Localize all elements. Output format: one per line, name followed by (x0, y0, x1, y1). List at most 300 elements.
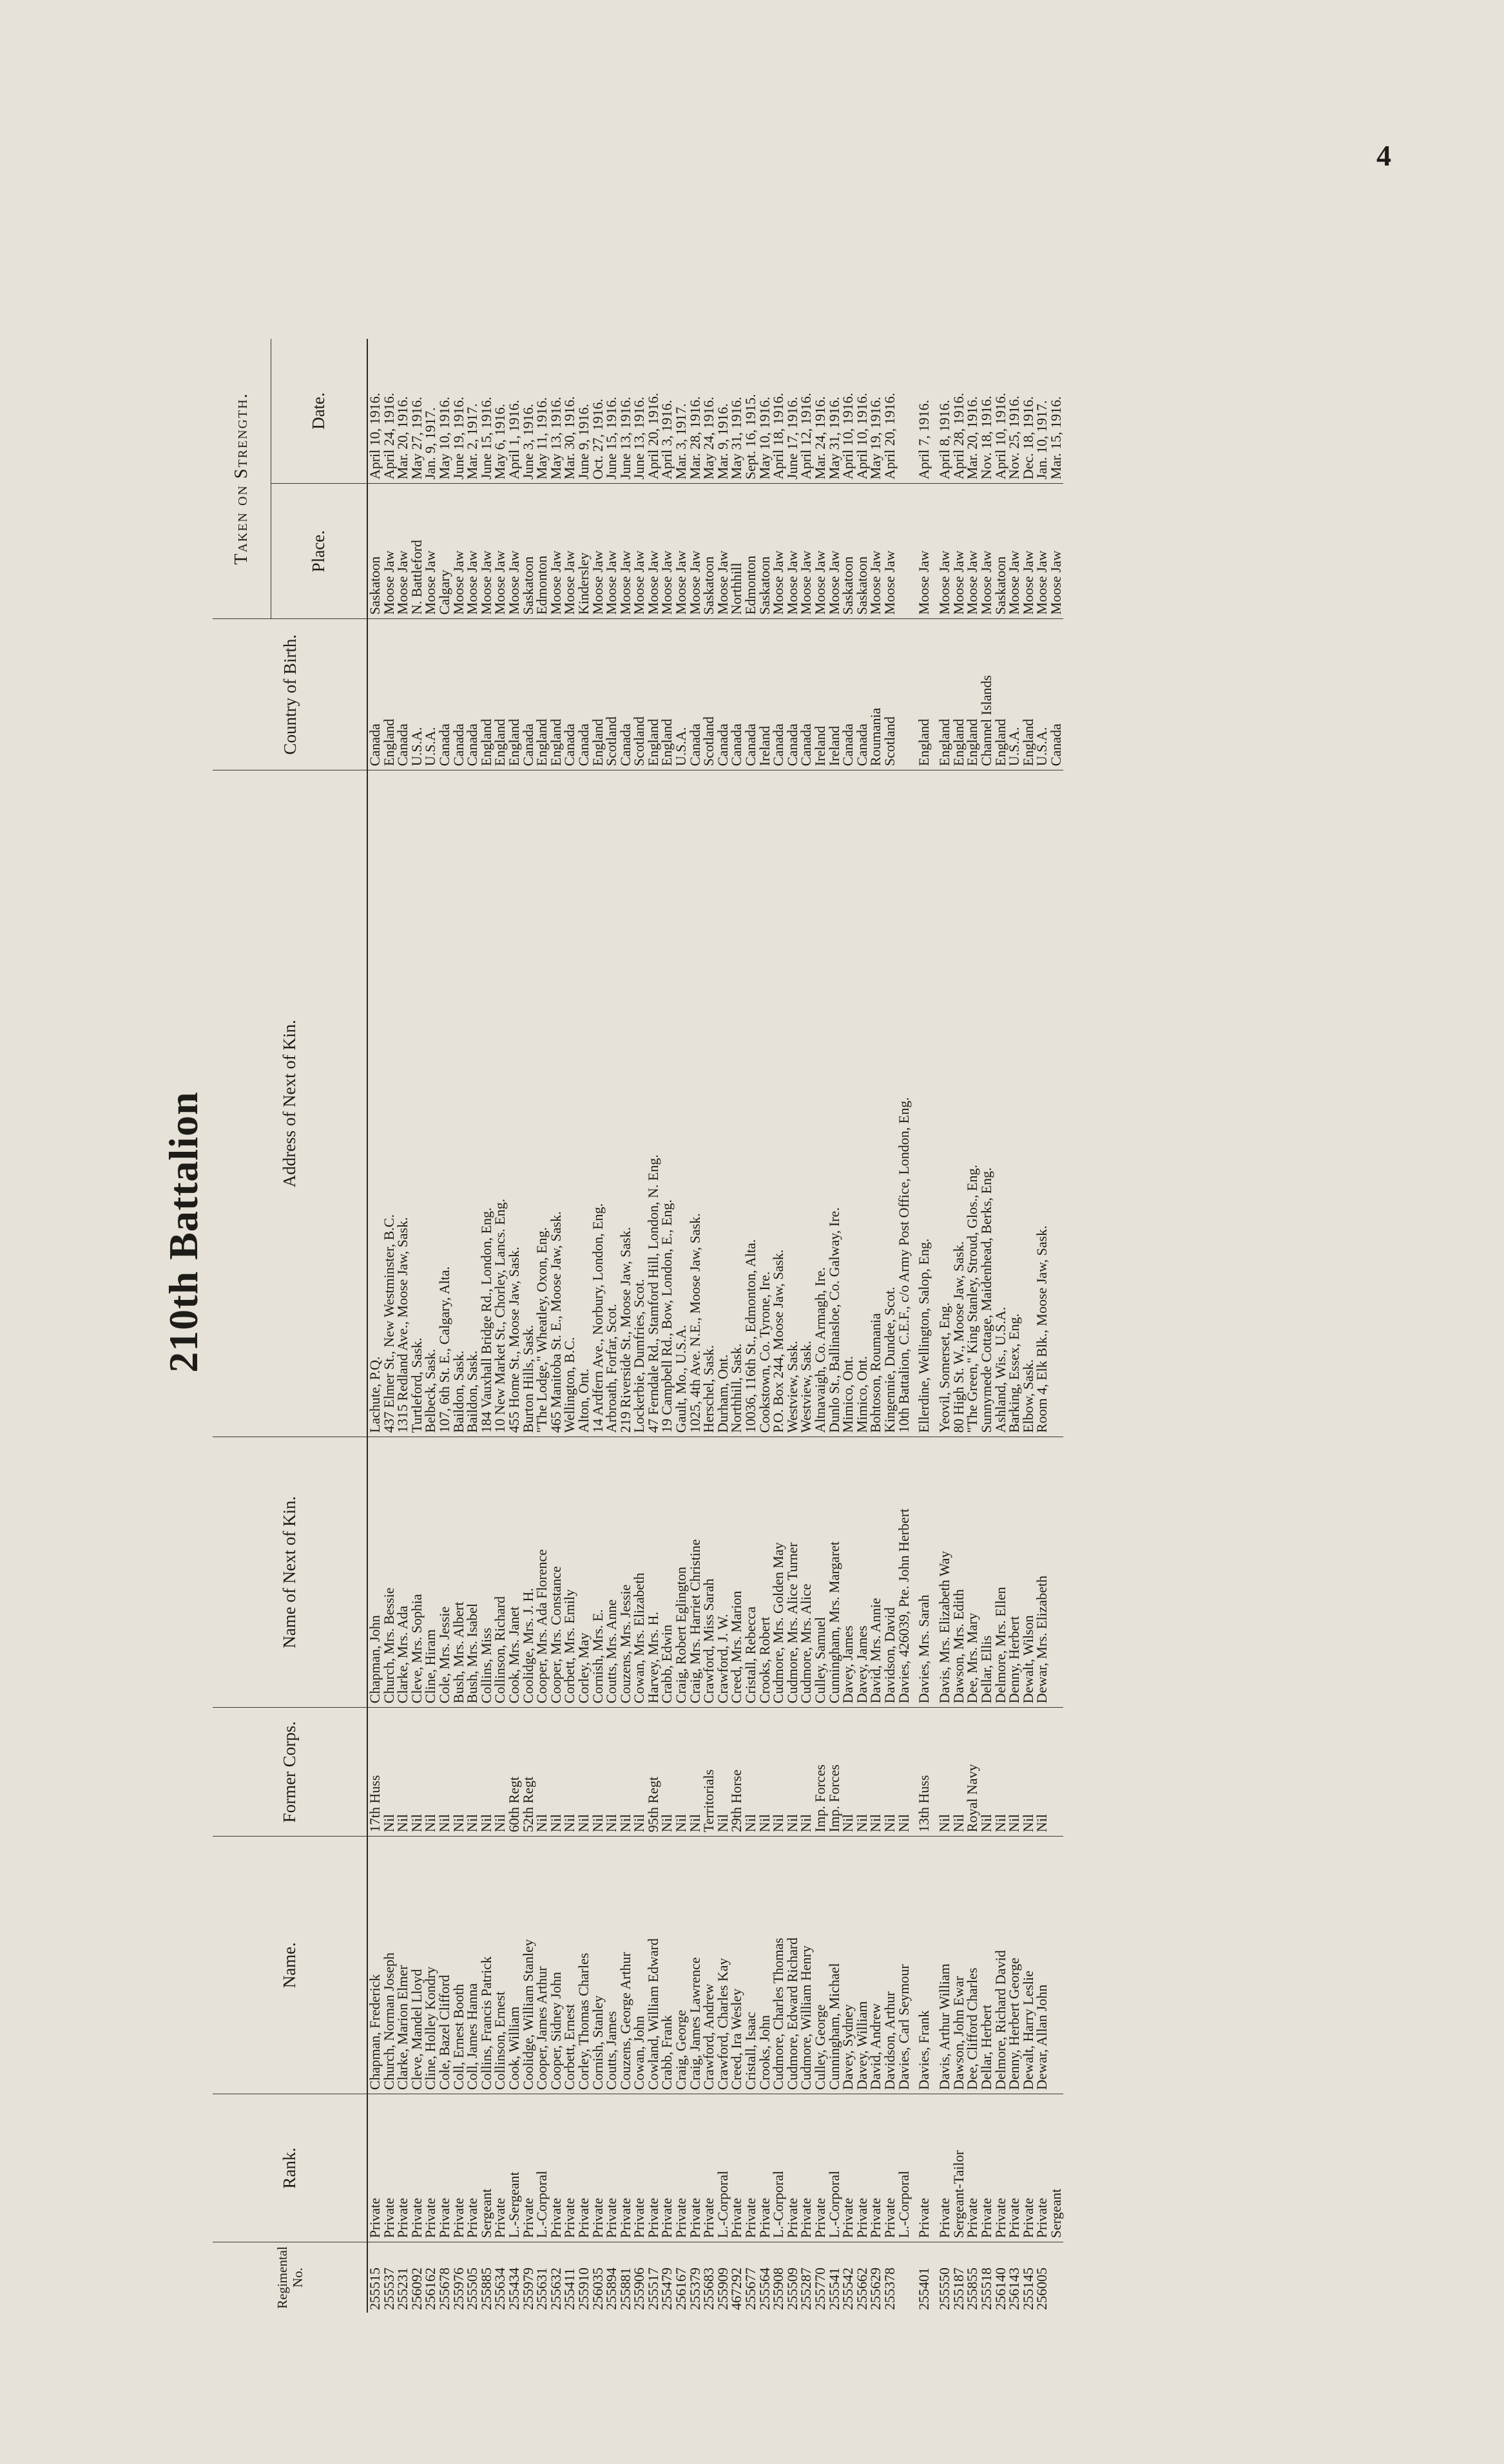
soldier-name-cell: Cudmore, Edward Richard (786, 1837, 800, 2094)
regimental-no-cell: 255906 (632, 2242, 646, 2313)
regimental-no-cell: 255976 (452, 2242, 466, 2313)
soldier-name-cell: Cline, Holley Kondry (423, 1837, 438, 2094)
country-of-birth-cell: Canada (855, 619, 869, 770)
rank-cell: Private (396, 2094, 410, 2242)
address-cell: Durham, Ont. (716, 770, 730, 1437)
rank-cell: L.-Corporal (535, 2094, 549, 2242)
date-taken-cell: May 10, 1916. (756, 396, 773, 480)
soldier-name-cell: Cudmore, William Henry (799, 1837, 813, 2094)
place-taken-cell: Edmonton (744, 484, 758, 619)
rank-cell: Private (1021, 2094, 1036, 2242)
rank-cell: Private (382, 2094, 396, 2242)
regimental-no-cell: 255908 (771, 2242, 786, 2313)
soldier-name-cell: Cooper, James Arthur (535, 1837, 549, 2094)
country-of-birth-cell: U.S.A. (410, 619, 424, 770)
date-taken-cell: Mar. 2, 1917. (464, 403, 481, 480)
next-of-kin-cell: Corbett, Mrs. Emily (563, 1437, 577, 1708)
table-row (688, 339, 702, 2313)
country-of-birth-cell: U.S.A. (423, 619, 438, 770)
address-cell: 14 Ardfern Ave., Norbury, London, Eng. (591, 770, 605, 1437)
former-corps-cell: Nil (577, 1708, 591, 1837)
table-row (619, 339, 633, 2313)
address-cell: "The Green," King Stanley, Stroud, Glos., Eng. (965, 770, 979, 1437)
date-taken-cell: April 20, 1916. (644, 392, 661, 480)
former-corps-cell: Nil (771, 1708, 786, 1837)
regimental-no-cell: 255910 (577, 2242, 591, 2313)
place-taken-cell: Moose Jaw (1035, 484, 1049, 619)
regimental-no-cell: 255634 (493, 2242, 507, 2313)
address-cell: Barking, Essex, Eng. (1007, 770, 1021, 1437)
table-row (952, 339, 966, 2313)
place-taken-cell: Moose Jaw (604, 484, 619, 619)
date-taken-cell: June 13, 1916. (631, 396, 648, 480)
place-taken-cell: Moose Jaw (979, 484, 994, 619)
soldier-name-cell: Crooks, John (758, 1837, 772, 2094)
country-of-birth-cell: Canada (452, 619, 466, 770)
address-cell: 10036, 116th St., Edmonton, Alta. (744, 770, 758, 1437)
country-of-birth-cell: England (479, 619, 494, 770)
rank-cell: Private (979, 2094, 994, 2242)
regimental-no-cell: 255632 (549, 2242, 563, 2313)
country-of-birth-cell: England (1021, 619, 1036, 770)
place-taken-cell: Moose Jaw (423, 484, 438, 619)
country-of-birth-cell: England (965, 619, 979, 770)
rank-cell: Private (438, 2094, 452, 2242)
date-taken-cell: May 10, 1916. (436, 396, 452, 480)
regimental-no-cell: 255518 (979, 2242, 994, 2313)
table-row (813, 339, 827, 2313)
next-of-kin-cell: David, Mrs. Annie (869, 1437, 883, 1708)
rank-cell: Private (465, 2094, 479, 2242)
regimental-no-cell: 255187 (952, 2242, 966, 2313)
page-title: 210th Battalion (160, 1091, 206, 1373)
soldier-name-cell: Corley, Thomas Charles (577, 1837, 591, 2094)
regimental-no-cell: 255537 (382, 2242, 396, 2313)
country-of-birth-cell: Canada (367, 619, 382, 770)
date-taken-cell: May 24, 1916. (700, 396, 717, 480)
former-corps-cell: Nil (493, 1708, 507, 1837)
country-of-birth-cell: England (938, 619, 952, 770)
next-of-kin-cell: Davey, James (841, 1437, 855, 1708)
date-taken-cell: April 20, 1916. (881, 392, 898, 480)
table-row (744, 339, 758, 2313)
next-of-kin-cell: Davidson, David (883, 1437, 897, 1708)
rank-cell: Private (423, 2094, 438, 2242)
address-cell: Northhill, Sask. (729, 770, 744, 1437)
rank-cell: Private (729, 2094, 744, 2242)
soldier-name-cell: David, Andrew (869, 1837, 883, 2094)
address-cell: Dunlo St., Ballinasloe, Co. Galway, Ire. (827, 770, 842, 1437)
soldier-name-cell: Delmore, Richard David (994, 1837, 1008, 2094)
soldier-name-cell: Crawford, Charles Kay (716, 1837, 730, 2094)
soldier-name-cell: Craig, George (674, 1837, 688, 2094)
place-taken-cell: Moose Jaw (660, 484, 674, 619)
place-taken-cell: Moose Jaw (632, 484, 646, 619)
former-corps-cell: Nil (938, 1708, 952, 1837)
regimental-no-cell: 256092 (410, 2242, 424, 2313)
regimental-no-cell: 255629 (869, 2242, 883, 2313)
regimental-no-cell: 255517 (646, 2242, 660, 2313)
former-corps-cell: Nil (674, 1708, 688, 1837)
date-taken-cell: Oct. 27, 1916. (589, 398, 606, 480)
table-row (549, 339, 563, 2313)
place-taken-cell: Moose Jaw (479, 484, 494, 619)
former-corps-cell: Royal Navy (965, 1708, 979, 1837)
country-of-birth-cell: Canada (396, 619, 410, 770)
place-taken-cell: Saskatoon (758, 484, 772, 619)
next-of-kin-cell: Cook, Mrs. Janet (507, 1437, 521, 1708)
table-row (855, 339, 869, 2313)
next-of-kin-cell: Chapman, John (367, 1437, 382, 1708)
regimental-no-cell: 255662 (855, 2242, 869, 2313)
soldier-name-cell: Crawford, Andrew (702, 1837, 716, 2094)
rank-cell: Private (813, 2094, 827, 2242)
regimental-no-cell: 255231 (396, 2242, 410, 2313)
soldier-name-cell: Cleve, Mandel Lloyd (410, 1837, 424, 2094)
rank-cell: Private (367, 2094, 382, 2242)
country-of-birth-cell: Scotland (632, 619, 646, 770)
place-taken-cell: Moose Jaw (813, 484, 827, 619)
former-corps-cell: 52th Regt (521, 1708, 535, 1837)
former-corps-cell: Nil (535, 1708, 549, 1837)
address-cell: Altnavaigh, Co. Armagh, Ire. (813, 770, 827, 1437)
address-cell: Alton, Ont. (577, 770, 591, 1437)
rank-cell: Private (591, 2094, 605, 2242)
address-cell: 47 Ferndale Rd., Stamford Hill, London, N. Eng. (646, 770, 660, 1437)
table-row (965, 339, 979, 2313)
table-row (869, 339, 883, 2313)
table-row (382, 339, 396, 2313)
place-taken-cell: Moose Jaw (674, 484, 688, 619)
soldier-name-cell: Davidson, Arthur (883, 1837, 897, 2094)
place-taken-cell: Moose Jaw (911, 484, 938, 619)
next-of-kin-cell: Dee, Mrs. Mary (965, 1437, 979, 1708)
next-of-kin-cell: Bush, Mrs. Isabel (465, 1437, 479, 1708)
next-of-kin-cell: Cornish, Mrs. E. (591, 1437, 605, 1708)
place-taken-cell: Saskatoon (994, 484, 1008, 619)
country-of-birth-cell: Ireland (827, 619, 842, 770)
soldier-name-cell: Dewalt, Harry Leslie (1021, 1837, 1036, 2094)
country-of-birth-cell: England (952, 619, 966, 770)
regimental-no-cell: 255411 (563, 2242, 577, 2313)
table-row (841, 339, 855, 2313)
rank-cell: Sergeant (479, 2094, 494, 2242)
former-corps-cell: Nil (382, 1708, 396, 1837)
place-taken-cell: N. Battleford (410, 484, 424, 619)
header-date: Date. (271, 339, 367, 484)
rank-cell: Private (619, 2094, 633, 2242)
place-taken-cell: Moose Jaw (591, 484, 605, 619)
date-taken-cell: April 10, 1916. (367, 392, 383, 480)
regimental-no-cell: 255550 (938, 2242, 952, 2313)
next-of-kin-cell: Culley, Samuel (813, 1437, 827, 1708)
header-country: Country of Birth. (213, 619, 367, 770)
country-of-birth-cell: Channel Islands (979, 619, 994, 770)
table-row (521, 339, 535, 2313)
next-of-kin-cell: Harvey, Mrs. H. (646, 1437, 660, 1708)
next-of-kin-cell: Cudmore, Mrs. Alice (799, 1437, 813, 1708)
soldier-name-cell: Cristall, Isaac (744, 1837, 758, 2094)
former-corps-cell: Nil (688, 1708, 702, 1837)
soldier-name-cell: Creed, Ira Wesley (729, 1837, 744, 2094)
soldier-name-cell: Davies, Carl Seymour (897, 1837, 911, 2094)
header-taken-on-strength: Taken on Strength. (213, 339, 271, 619)
table-row (994, 339, 1008, 2313)
soldier-name-cell: Cooper, Sidney John (549, 1837, 563, 2094)
former-corps-cell: Nil (855, 1708, 869, 1837)
place-taken-cell: Moose Jaw (883, 484, 897, 619)
table-row (423, 339, 438, 2313)
date-taken-cell: June 17, 1916. (784, 396, 800, 480)
regimental-no-cell: 255541 (827, 2242, 842, 2313)
regimental-no-cell: 255631 (535, 2242, 549, 2313)
place-taken-cell: Moose Jaw (965, 484, 979, 619)
country-of-birth-cell: Canada (744, 619, 758, 770)
country-of-birth-cell: England (646, 619, 660, 770)
rank-cell: Private (841, 2094, 855, 2242)
regimental-no-cell (897, 2242, 911, 2313)
table-row (1049, 339, 1063, 2313)
date-taken-cell (897, 339, 911, 484)
rank-cell: L.-Corporal (897, 2094, 911, 2242)
date-taken-cell: May 27, 1916. (408, 396, 425, 480)
country-of-birth-cell: Canada (729, 619, 744, 770)
rank-cell: Private (855, 2094, 869, 2242)
date-taken-cell: April 10, 1916. (992, 392, 1008, 480)
regimental-no-cell: 255979 (521, 2242, 535, 2313)
country-of-birth-cell: Canada (577, 619, 591, 770)
rank-cell: Private (521, 2094, 535, 2242)
date-taken-cell: Nov. 25, 1916. (1006, 396, 1023, 480)
rank-cell: Private (744, 2094, 758, 2242)
next-of-kin-cell: Cristall, Rebecca (744, 1437, 758, 1708)
place-taken-cell: Edmonton (535, 484, 549, 619)
country-of-birth-cell: Canada (799, 619, 813, 770)
table-row (493, 339, 507, 2313)
rank-cell: Private (604, 2094, 619, 2242)
regimental-no-cell: 255379 (688, 2242, 702, 2313)
table-row (660, 339, 674, 2313)
country-of-birth-cell: Canada (465, 619, 479, 770)
former-corps-cell: 60th Regt (507, 1708, 521, 1837)
country-of-birth-cell: Roumania (869, 619, 883, 770)
date-taken-cell: May 19, 1916. (867, 396, 884, 480)
next-of-kin-cell: Coutts, Mrs. Anne (604, 1437, 619, 1708)
date-taken-cell: June 19, 1916. (450, 396, 467, 480)
place-taken-cell (897, 484, 911, 619)
rank-cell: Private (911, 2094, 938, 2242)
next-of-kin-cell: Craig, Robert Eglington (674, 1437, 688, 1708)
date-taken-cell: April 24, 1916. (380, 392, 397, 480)
country-of-birth-cell: Canada (688, 619, 702, 770)
soldier-name-cell: Davey, Sydney (841, 1837, 855, 2094)
place-taken-cell: Moose Jaw (938, 484, 952, 619)
regimental-no-cell: 255378 (883, 2242, 897, 2313)
place-taken-cell: Moose Jaw (716, 484, 730, 619)
table-row (716, 339, 730, 2313)
address-cell: Ellerdine, Wellington, Salop, Eng. (911, 770, 938, 1437)
soldier-name-cell: Culley, George (813, 1837, 827, 2094)
soldier-name-cell: Cowan, John (632, 1837, 646, 2094)
next-of-kin-cell (1049, 1437, 1063, 1708)
soldier-name-cell: Chapman, Frederick (367, 1837, 382, 2094)
soldier-name-cell: Corbett, Ernest (563, 1837, 577, 2094)
next-of-kin-cell: Cunningham, Mrs. Margaret (827, 1437, 842, 1708)
place-taken-cell: Saskatoon (841, 484, 855, 619)
regimental-no-cell: 256162 (423, 2242, 438, 2313)
place-taken-cell: Moose Jaw (452, 484, 466, 619)
soldier-name-cell: Couzens, George Arthur (619, 1837, 633, 2094)
rank-cell: Private (938, 2094, 952, 2242)
place-taken-cell: Moose Jaw (465, 484, 479, 619)
place-taken-cell: Moose Jaw (563, 484, 577, 619)
soldier-name-cell: Cowland, William Edward (646, 1837, 660, 2094)
regimental-no-cell: 255564 (758, 2242, 772, 2313)
place-taken-cell: Moose Jaw (1007, 484, 1021, 619)
regimental-no-cell: 255434 (507, 2242, 521, 2313)
next-of-kin-cell: Cole, Mrs. Jessie (438, 1437, 452, 1708)
country-of-birth-cell: Scotland (604, 619, 619, 770)
place-taken-cell: Northhill (729, 484, 744, 619)
table-row (646, 339, 660, 2313)
regimental-no-cell: 255770 (813, 2242, 827, 2313)
rank-cell: Private (786, 2094, 800, 2242)
former-corps-cell: Nil (716, 1708, 730, 1837)
regimental-no-cell: 467292 (729, 2242, 744, 2313)
place-taken-cell: Moose Jaw (549, 484, 563, 619)
address-cell: 465 Manitoba St. E., Moose Jaw, Sask. (549, 770, 563, 1437)
table-row (883, 339, 897, 2313)
soldier-name-cell: Cook, William (507, 1837, 521, 2094)
table-row (410, 339, 424, 2313)
rank-cell: Private (646, 2094, 660, 2242)
former-corps-cell: Nil (452, 1708, 466, 1837)
soldier-name-cell: Cudmore, Charles Thomas (771, 1837, 786, 2094)
country-of-birth-cell: Canada (1049, 619, 1063, 770)
soldier-name-cell: Coll, James Hanna (465, 1837, 479, 2094)
next-of-kin-cell: Davies, 426039, Pte. John Herbert (897, 1437, 911, 1708)
table-row (1035, 339, 1049, 2313)
former-corps-cell: Nil (632, 1708, 646, 1837)
former-corps-cell: 95th Regt (646, 1708, 660, 1837)
address-cell: 107, 6th St. E., Calgary, Alta. (438, 770, 452, 1437)
address-cell: 219 Riverside St., Moose Jaw, Sask. (619, 770, 633, 1437)
address-cell: Yeovil, Somerset, Eng. (938, 770, 952, 1437)
address-cell: 455 Home St., Moose Jaw, Sask. (507, 770, 521, 1437)
country-of-birth-cell: England (382, 619, 396, 770)
rank-cell: Private (758, 2094, 772, 2242)
country-of-birth-cell: U.S.A. (674, 619, 688, 770)
address-cell: Room 4, Elk Blk., Moose Jaw, Sask. (1035, 770, 1049, 1437)
header-next-of-kin: Name of Next of Kin. (213, 1437, 367, 1708)
former-corps-cell: Nil (786, 1708, 800, 1837)
date-taken-cell: Jan. 10, 1917. (1034, 400, 1050, 480)
place-taken-cell: Moose Jaw (646, 484, 660, 619)
rank-cell: L.-Sergeant (507, 2094, 521, 2242)
former-corps-cell: Nil (841, 1708, 855, 1837)
address-cell: 437 Elmer St., New Westminster, B.C. (382, 770, 396, 1437)
rank-cell: Private (493, 2094, 507, 2242)
date-taken-cell: Dec. 18, 1916. (1019, 396, 1036, 480)
former-corps-cell: Nil (438, 1708, 452, 1837)
next-of-kin-cell: Cudmore, Mrs. Golden May (771, 1437, 786, 1708)
date-taken-cell: Mar. 24, 1916. (812, 396, 828, 480)
regimental-no-cell: 255479 (660, 2242, 674, 2313)
country-of-birth-cell: Scotland (883, 619, 897, 770)
regimental-no-cell (1049, 2242, 1063, 2313)
date-taken-cell: Nov. 18, 1916. (978, 396, 994, 480)
former-corps-cell: Nil (897, 1708, 911, 1837)
former-corps-cell: Nil (1035, 1708, 1049, 1837)
regimental-no-cell: 255515 (367, 2242, 382, 2313)
soldier-name-cell: Cornish, Stanley (591, 1837, 605, 2094)
date-taken-cell: Mar. 9, 1916. (714, 403, 731, 480)
place-taken-cell: Moose Jaw (827, 484, 842, 619)
former-corps-cell: 13th Huss (911, 1708, 938, 1837)
place-taken-cell: Calgary (438, 484, 452, 619)
place-taken-cell: Saskatoon (521, 484, 535, 619)
rank-cell: Private (632, 2094, 646, 2242)
address-cell: Herschel, Sask. (702, 770, 716, 1437)
rank-cell: Private (660, 2094, 674, 2242)
next-of-kin-cell: Cooper, Mrs. Ada Florence (535, 1437, 549, 1708)
table-row (786, 339, 800, 2313)
former-corps-cell: Nil (952, 1708, 966, 1837)
regimental-no-cell: 255677 (744, 2242, 758, 2313)
regimental-no-cell: 256005 (1035, 2242, 1049, 2313)
address-cell: 1025, 4th Ave. N.E., Moose Jaw, Sask. (688, 770, 702, 1437)
regimental-no-cell: 255509 (786, 2242, 800, 2313)
next-of-kin-cell: Davies, Mrs. Sarah (911, 1437, 938, 1708)
regimental-no-cell: 255881 (619, 2242, 633, 2313)
rank-cell: Private (702, 2094, 716, 2242)
soldier-name-cell: Craig, James Lawrence (688, 1837, 702, 2094)
date-taken-cell: Mar. 30, 1916. (561, 396, 578, 480)
table-row (632, 339, 646, 2313)
header-regimental-no: Regimental No. (213, 2242, 367, 2313)
former-corps-cell: Nil (883, 1708, 897, 1837)
next-of-kin-cell: Crabb, Edwin (660, 1437, 674, 1708)
place-taken-cell: Moose Jaw (619, 484, 633, 619)
address-cell: Kingennie, Dundee, Scot. (883, 770, 897, 1437)
former-corps-cell: Nil (479, 1708, 494, 1837)
country-of-birth-cell: Canada (786, 619, 800, 770)
regimental-no-cell: 255505 (465, 2242, 479, 2313)
date-taken-cell: Sept. 16, 1915. (742, 394, 759, 480)
regimental-no-cell: 255678 (438, 2242, 452, 2313)
date-taken-cell: June 15, 1916. (603, 396, 620, 480)
address-cell: Baildon, Sask. (452, 770, 466, 1437)
table-row (396, 339, 410, 2313)
date-taken-cell: May 31, 1916. (825, 396, 842, 480)
rank-cell: Private (549, 2094, 563, 2242)
former-corps-cell: Nil (799, 1708, 813, 1837)
address-cell: 80 High St. W., Moose Jaw, Sask. (952, 770, 966, 1437)
address-cell: Arbroath, Forfar, Scot. (604, 770, 619, 1437)
place-taken-cell: Kindersley (577, 484, 591, 619)
former-corps-cell: Nil (423, 1708, 438, 1837)
former-corps-cell: Nil (758, 1708, 772, 1837)
table-row (452, 339, 466, 2313)
table-row (702, 339, 716, 2313)
place-taken-cell: Moose Jaw (799, 484, 813, 619)
rank-cell: Private (869, 2094, 883, 2242)
next-of-kin-cell: Davey, James (855, 1437, 869, 1708)
address-cell: Lachute, P.Q. (367, 770, 382, 1437)
soldier-name-cell: Collins, Francis Patrick (479, 1837, 494, 2094)
soldier-name-cell: Collinson, Ernest (493, 1837, 507, 2094)
date-taken-cell: Jan. 9, 1917. (422, 407, 439, 480)
